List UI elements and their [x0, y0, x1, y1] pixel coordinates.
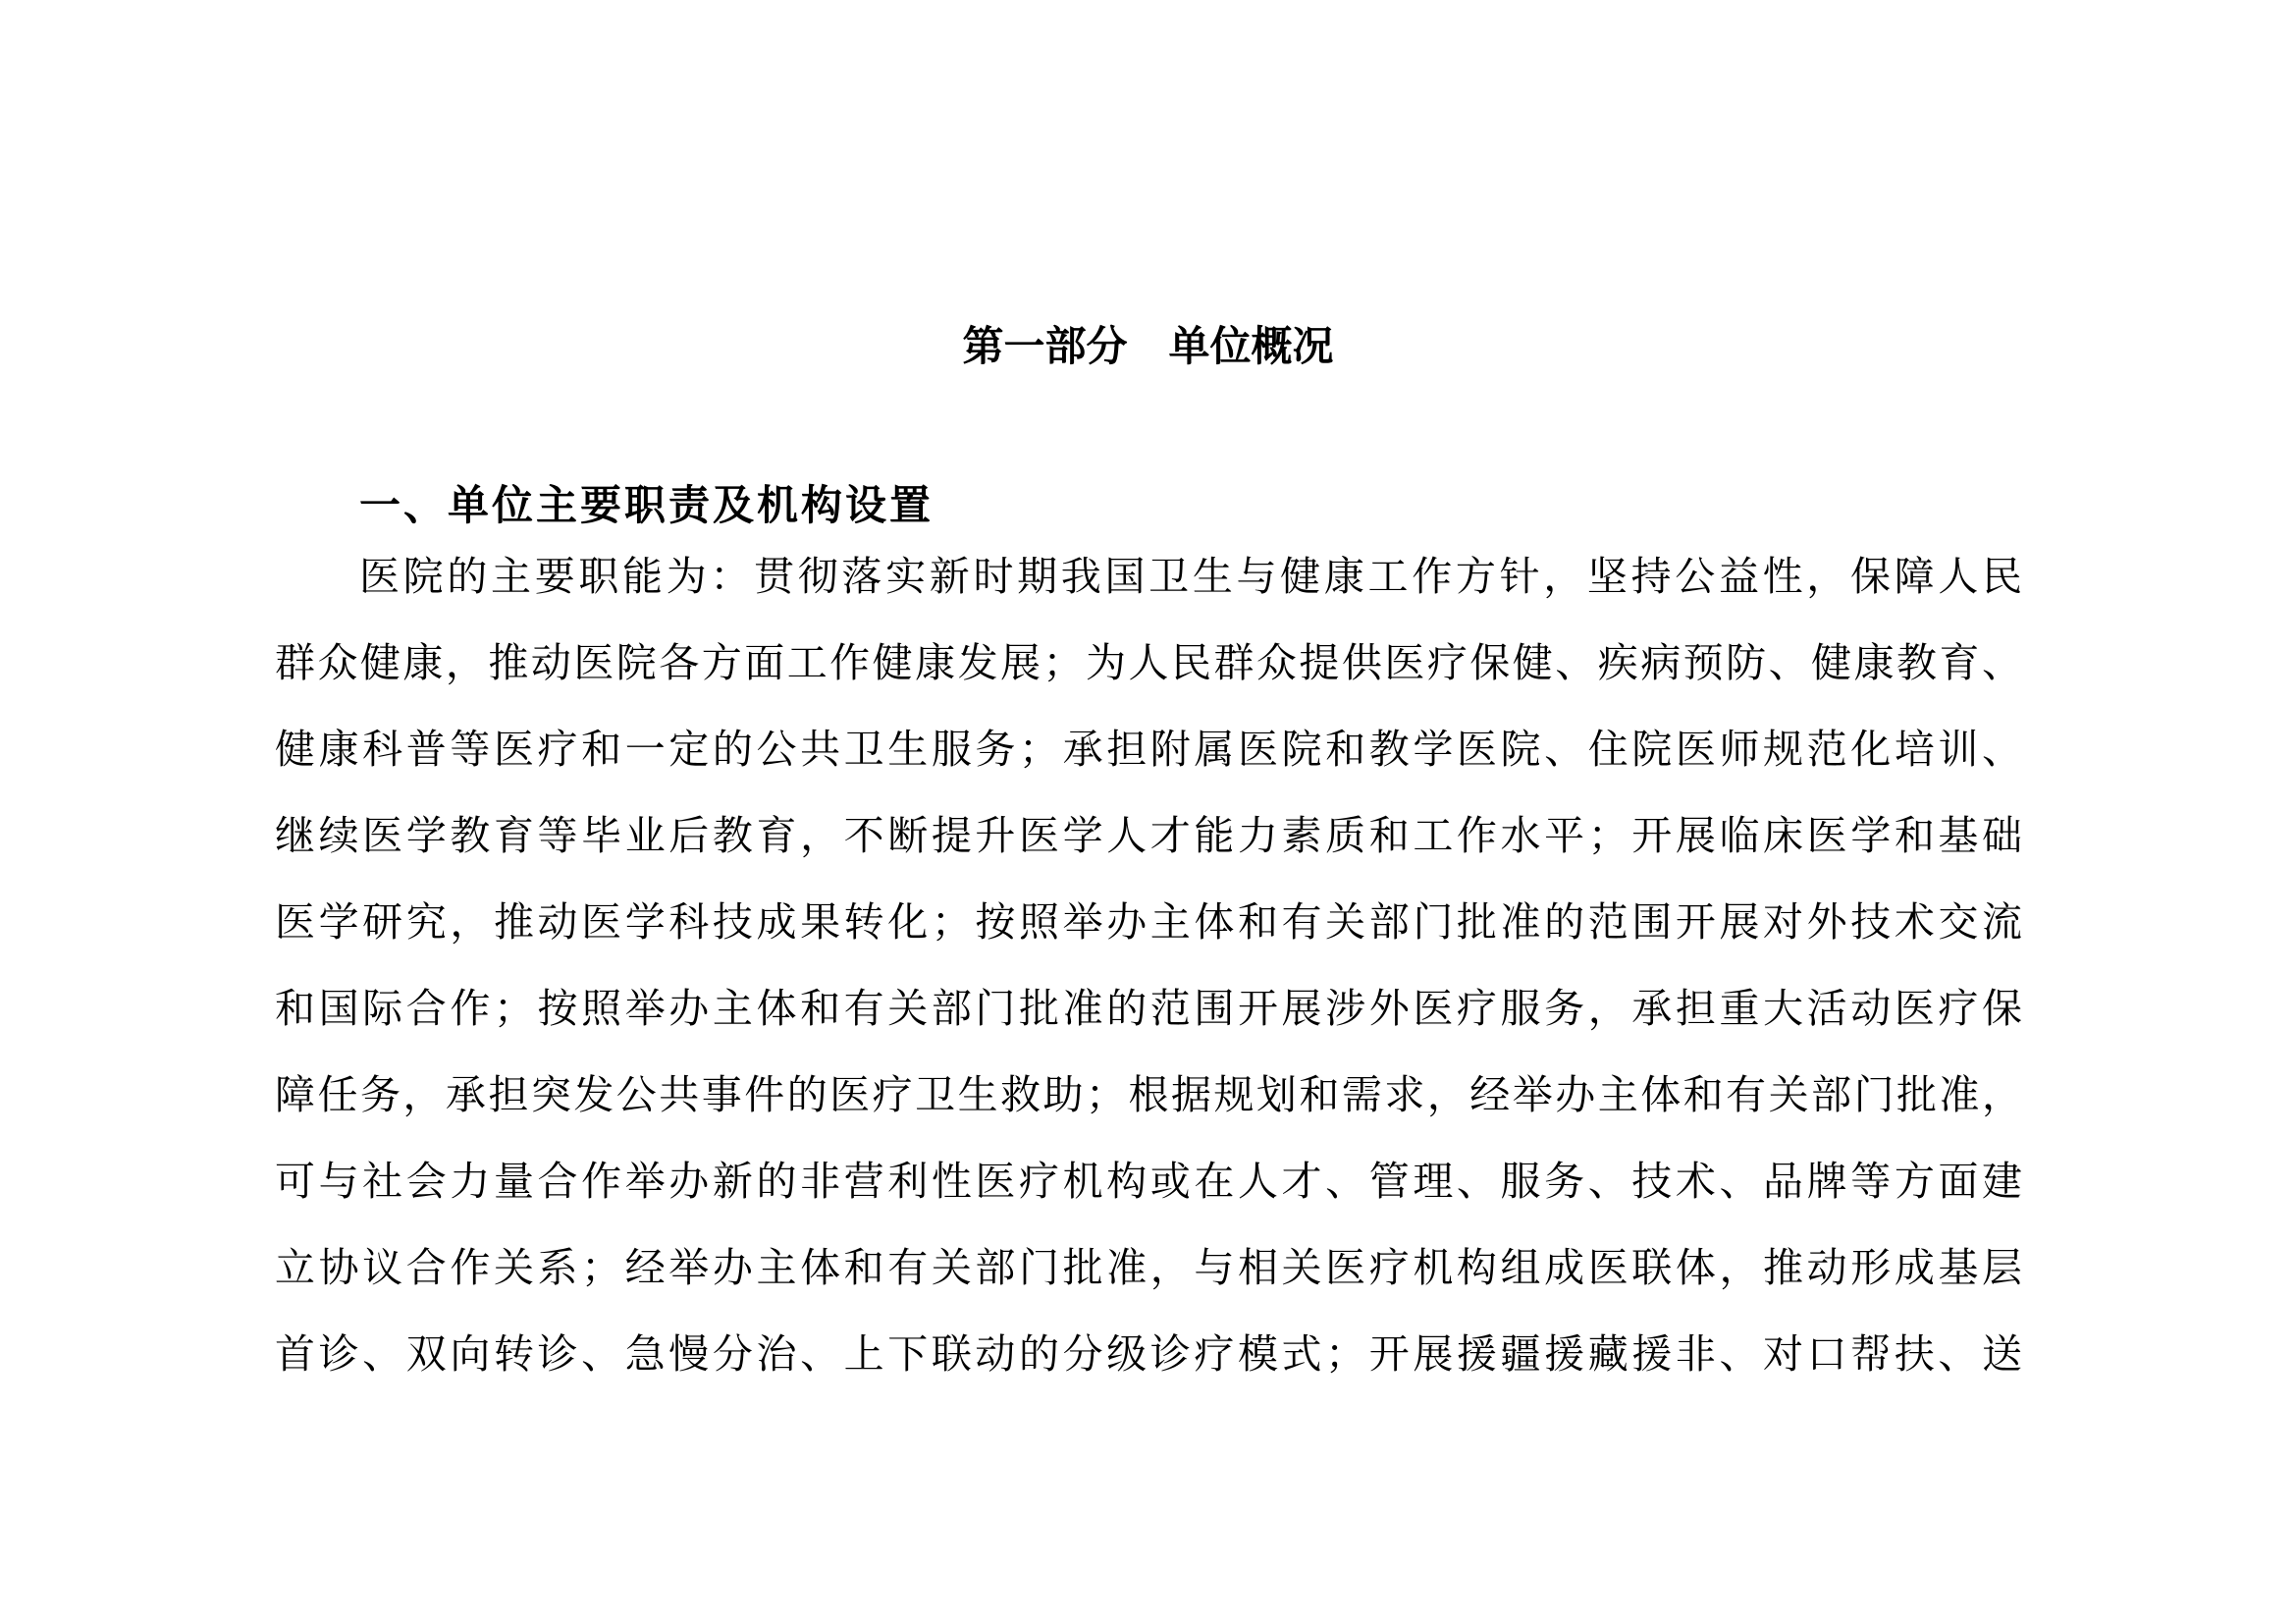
paragraph-line: 群众健康，推动医院各方面工作健康发展；为人民群众提供医疗保健、疾病预防、健康教育、	[275, 639, 2022, 686]
paragraph-line: 医院的主要职能为：贯彻落实新时期我国卫生与健康工作方针，坚持公益性，保障人民	[359, 553, 2022, 600]
paragraph-line: 健康科普等医疗和一定的公共卫生服务；承担附属医院和教学医院、住院医师规范化培训、	[275, 726, 2022, 773]
paragraph-line: 和国际合作；按照举办主体和有关部门批准的范围开展涉外医疗服务，承担重大活动医疗保	[275, 985, 2022, 1032]
section-heading: 一、单位主要职责及机构设置	[359, 481, 934, 529]
paragraph-line: 可与社会力量合作举办新的非营利性医疗机构或在人才、管理、服务、技术、品牌等方面建	[275, 1158, 2022, 1205]
paragraph-line: 首诊、双向转诊、急慢分治、上下联动的分级诊疗模式；开展援疆援藏援非、对口帮扶、送	[275, 1330, 2022, 1378]
paragraph-line: 障任务，承担突发公共事件的医疗卫生救助；根据规划和需求，经举办主体和有关部门批准，	[275, 1071, 2022, 1118]
paragraph-line: 医学研究，推动医学科技成果转化；按照举办主体和有关部门批准的范围开展对外技术交流	[275, 898, 2022, 946]
paragraph-line: 立协议合作关系；经举办主体和有关部门批准，与相关医疗机构组成医联体，推动形成基层	[275, 1244, 2022, 1291]
part-title: 第一部分 单位概况	[962, 322, 1334, 370]
paragraph-line: 继续医学教育等毕业后教育，不断提升医学人才能力素质和工作水平；开展临床医学和基础	[275, 812, 2022, 859]
body-paragraph	[275, 542, 2022, 1406]
